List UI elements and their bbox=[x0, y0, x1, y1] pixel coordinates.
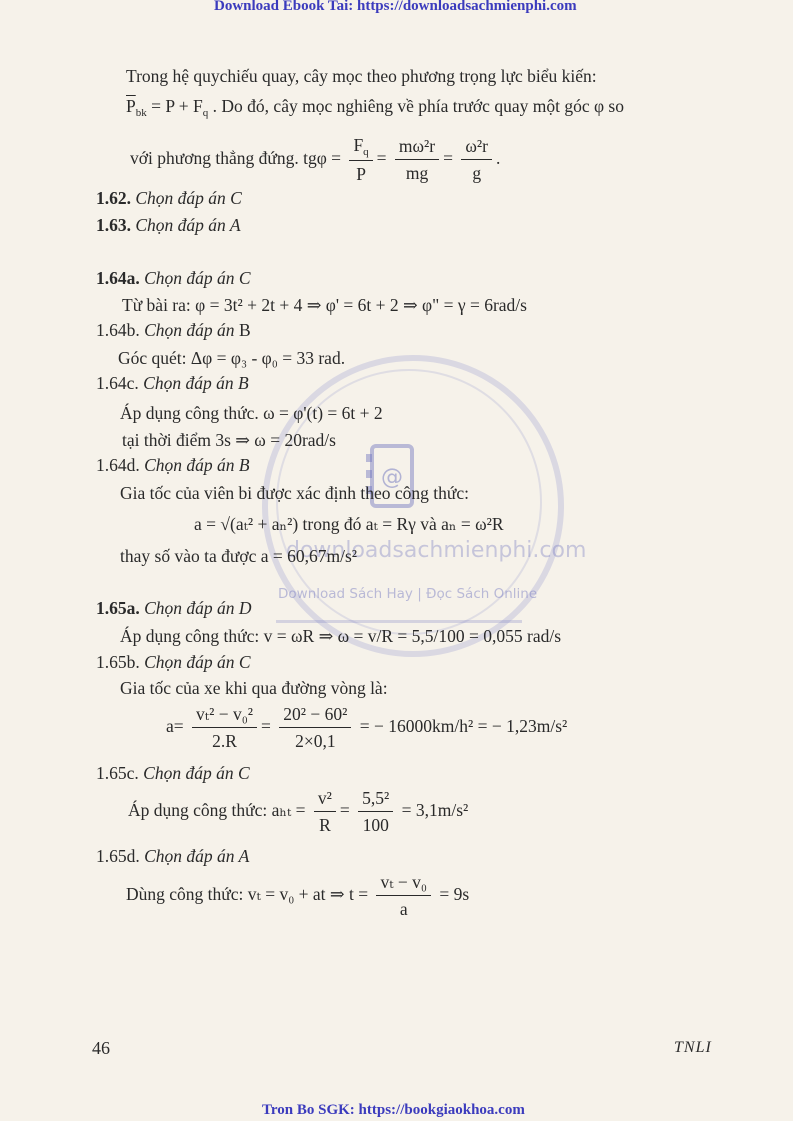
fraction-w2r-g bbox=[461, 136, 492, 184]
answer-text: Chọn đáp án D bbox=[144, 598, 252, 618]
answer-number: 1.65d. bbox=[96, 846, 140, 866]
watermark-underline bbox=[276, 620, 522, 623]
answer-number: 1.64d. bbox=[96, 455, 140, 475]
answer-text: Chọn đáp án C bbox=[135, 188, 242, 208]
frac-num: vₜ² − v₀² bbox=[192, 704, 257, 728]
frac-den: g bbox=[472, 163, 482, 183]
answer-number: 1.65a. bbox=[96, 598, 140, 618]
fraction-mw2r-mg bbox=[395, 136, 439, 184]
frac-den: 100 bbox=[362, 815, 389, 835]
answer-text: Chọn đáp án C bbox=[144, 268, 251, 288]
frac-num: v² bbox=[314, 788, 336, 812]
frac-den: a bbox=[399, 899, 408, 919]
fraction-numeric bbox=[279, 704, 351, 752]
eq-result: = 3,1m/s² bbox=[401, 800, 469, 821]
answer-text: Chọn đáp án A bbox=[135, 215, 241, 235]
answer-1-62 bbox=[96, 188, 242, 209]
answer-text: Chọn đáp án B bbox=[144, 455, 250, 475]
fraction-v2-r bbox=[314, 788, 336, 836]
intro-line-2-text: . Do đó, cây mọc nghiêng về phía trước quay một góc φ so bbox=[208, 96, 624, 116]
solution-1-64a: Từ bài ra: φ = 3t² + 2t + 4 ⇒ φ' = 6t + 2 ⇒ φ" = γ = 6rad/s bbox=[122, 295, 527, 315]
answer-number: 1.65b. bbox=[96, 652, 140, 672]
eq-prefix: Dùng công thức: vₜ = v₀ + at ⇒ t = bbox=[126, 884, 369, 905]
eq-prefix: a= bbox=[166, 716, 184, 737]
answer-1-63 bbox=[96, 215, 241, 236]
sub-q: q bbox=[202, 107, 209, 119]
page-number: 46 bbox=[92, 1038, 110, 1058]
answer-letter: B bbox=[238, 320, 251, 340]
footer-banner[interactable]: Tron Bo SGK: https://bookgiaokhoa.com bbox=[262, 1102, 525, 1118]
fraction-fq-p bbox=[349, 135, 372, 185]
frac-den: 2×0,1 bbox=[295, 731, 336, 751]
watermark-tagline: Download Sách Hay | Đọc Sách Online bbox=[278, 586, 538, 602]
answer-1-64a bbox=[96, 268, 251, 289]
frac-den: 2.R bbox=[212, 731, 237, 751]
intro-line-3: với phương thẳng đứng. tgφ = $\frac{F_q}{P}$ = $\frac{\text{mω²r}}{mg}$ = $\frac{\text{ω²r}}{g}$ . bbox=[130, 135, 501, 184]
frac-num-sub: q bbox=[363, 146, 369, 158]
fraction-v-diff-2r bbox=[192, 704, 257, 752]
answer-text: Chọn đáp án bbox=[144, 320, 235, 340]
answer-1-65c bbox=[96, 763, 250, 784]
solution-1-64c-line-1: Áp dụng công thức. ω = φ'(t) = 6t + 2 bbox=[120, 403, 383, 423]
answer-1-64c bbox=[96, 373, 249, 394]
answer-number: 1.63. bbox=[96, 215, 131, 235]
solution-1-64d-formula: a = √(aₜ² + aₙ²) trong đó aₜ = Rγ và aₙ = ω²R bbox=[194, 514, 504, 534]
frac-num: mω²r bbox=[395, 136, 439, 160]
answer-1-64b bbox=[96, 320, 251, 341]
solution-1-65a: Áp dụng công thức: v = ωR ⇒ ω = v/R = 5,5/100 = 0,055 rad/s bbox=[120, 626, 562, 646]
frac-num: 20² − 60² bbox=[279, 704, 351, 728]
fraction-numeric bbox=[358, 788, 393, 836]
answer-1-65d bbox=[96, 846, 249, 867]
intro-line-1: Trong hệ quychiếu quay, cây mọc theo phương trọng lực biểu kiến: bbox=[126, 66, 597, 86]
frac-den: mg bbox=[405, 163, 429, 183]
header-banner[interactable]: Download Ebook Tai: https://downloadsachmienphi.com bbox=[214, 0, 577, 14]
book-at-icon bbox=[362, 440, 422, 516]
frac-den: P bbox=[356, 164, 366, 184]
solution-1-65c-equation: Áp dụng công thức: aₕₜ = $\frac{\text{v²}}{R}$ = $\frac{\text{5,5²}}{100}$ = 3,1m/s² bbox=[128, 788, 469, 835]
solution-1-64b: Góc quét: Δφ = φ₃ - φ₀ = 33 rad. bbox=[118, 348, 346, 368]
solution-1-65b-equation: a= $\frac{\text{vₜ² − v₀²}}{2.R}$ = $\frac{\text{20² − 60²}}{2\times 0,1}$ = − 16000km/h² = − 1,23m/s² bbox=[166, 704, 568, 751]
answer-1-64d bbox=[96, 455, 250, 476]
frac-num: vₜ − v₀ bbox=[376, 872, 431, 896]
frac-den: R bbox=[319, 815, 331, 835]
frac-num: F bbox=[353, 135, 364, 155]
answer-text: Chọn đáp án A bbox=[144, 846, 250, 866]
vector-sum: = P + F bbox=[146, 96, 203, 116]
answer-number: 1.65c. bbox=[96, 763, 139, 783]
answer-1-65a bbox=[96, 598, 252, 619]
fraction-v-diff-a bbox=[376, 872, 431, 920]
answer-number: 1.64a. bbox=[96, 268, 140, 288]
frac-num: ω²r bbox=[461, 136, 492, 160]
footer-code: TNLI bbox=[674, 1039, 712, 1056]
intro-line-3-text: với phương thẳng đứng. tgφ = bbox=[130, 148, 342, 169]
eq-result: = − 16000km/h² = − 1,23m/s² bbox=[359, 716, 568, 737]
sub-bk: bk bbox=[135, 107, 147, 119]
answer-number: 1.64c. bbox=[96, 373, 139, 393]
solution-1-64d-line-3: thay số vào ta được a = 60,67m/s² bbox=[120, 546, 358, 566]
answer-number: 1.62. bbox=[96, 188, 131, 208]
answer-number: 1.64b. bbox=[96, 320, 140, 340]
intro-line-2 bbox=[126, 96, 624, 119]
eq-prefix: Áp dụng công thức: aₕₜ = bbox=[128, 800, 306, 821]
answer-text: Chọn đáp án B bbox=[143, 373, 249, 393]
svg-text:@: @ bbox=[381, 465, 403, 490]
answer-1-65b bbox=[96, 652, 251, 673]
solution-1-65d-equation bbox=[126, 872, 469, 920]
solution-1-64c-line-2: tại thời điểm 3s ⇒ ω = 20rad/s bbox=[122, 430, 336, 450]
frac-num: 5,5² bbox=[358, 788, 393, 812]
vector-p-bk: $\overline{P}$ bbox=[126, 96, 136, 116]
answer-text: Chọn đáp án C bbox=[143, 763, 250, 783]
solution-1-64d-line-1: Gia tốc của viên bi được xác định theo công thức: bbox=[120, 483, 469, 503]
watermark-site: downloadsachmienphi.com bbox=[286, 538, 587, 563]
solution-1-65b-line-1: Gia tốc của xe khi qua đường vòng là: bbox=[120, 678, 388, 698]
answer-text: Chọn đáp án C bbox=[144, 652, 251, 672]
eq-result: = 9s bbox=[439, 884, 470, 905]
